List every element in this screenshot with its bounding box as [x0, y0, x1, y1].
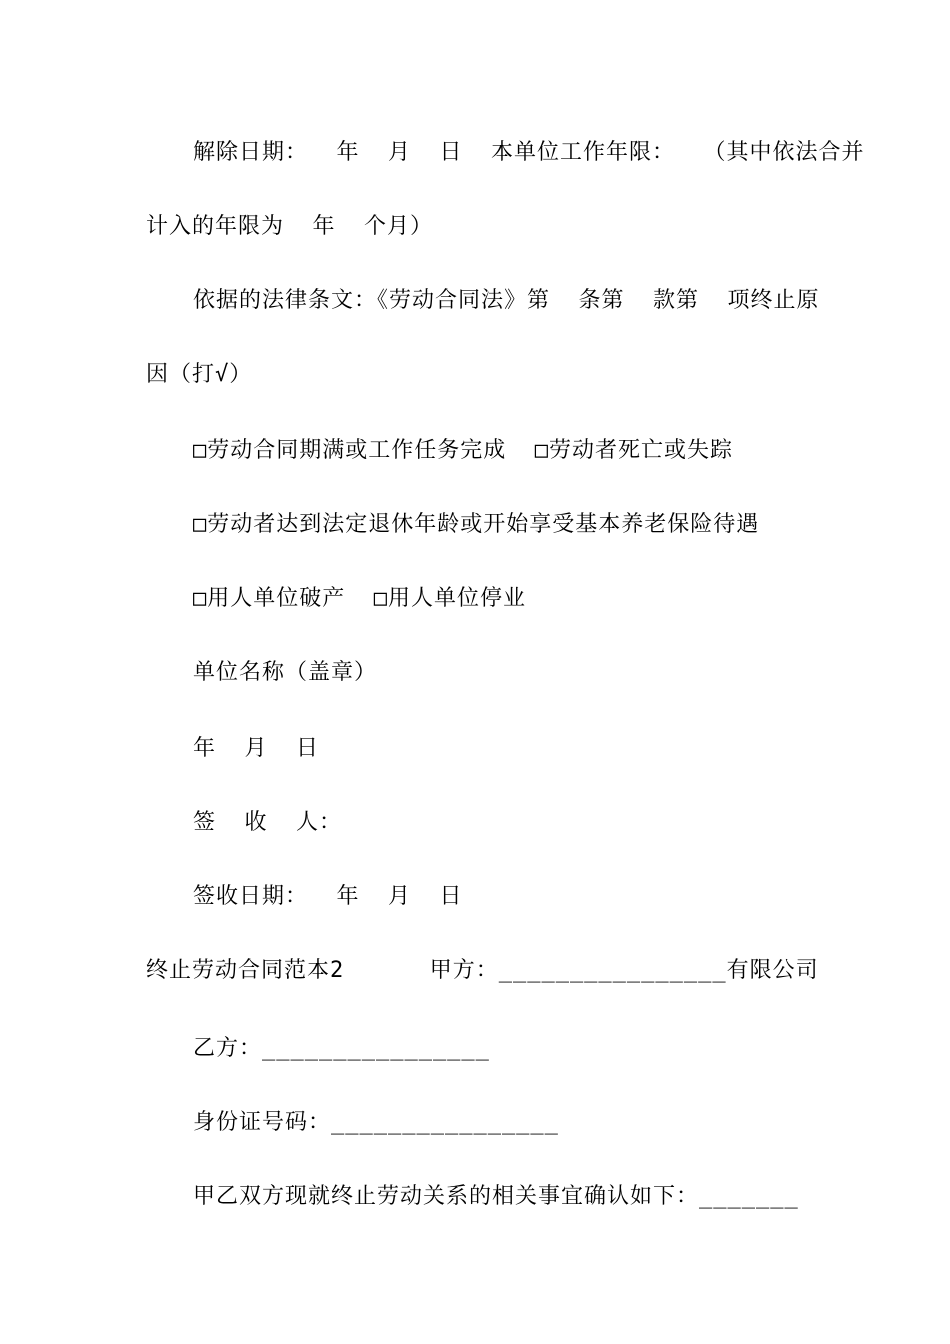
reason-options-2: □劳动者达到法定退休年龄或开始享受基本养老保险待遇 — [193, 512, 760, 537]
template-2-party-a-line: 终止劳动合同范本2 甲方：________________有限公司 — [146, 958, 819, 983]
termination-date-line: 解除日期： 年 月 日 本单位工作年限： （其中依法合并 — [193, 140, 865, 165]
date-line: 年 月 日 — [193, 736, 319, 761]
party-b-line: 乙方：________________ — [193, 1036, 490, 1061]
unit-name-seal-line: 单位名称（盖章） — [193, 660, 378, 685]
reason-options-3: □用人单位破产 □用人单位停业 — [193, 586, 526, 611]
id-number-line: 身份证号码：________________ — [193, 1110, 559, 1135]
confirmation-line: 甲乙双方现就终止劳动关系的相关事宜确认如下：_______ — [193, 1184, 799, 1209]
years-counted-line: 计入的年限为 年 个月） — [146, 214, 433, 239]
legal-basis-line: 依据的法律条文：《劳动合同法》第 条第 款第 项终止原 — [193, 288, 820, 313]
reason-label-line: 因（打√） — [146, 362, 253, 387]
reason-options-1: □劳动合同期满或工作任务完成 □劳动者死亡或失踪 — [193, 438, 733, 463]
receipt-date-line: 签收日期： 年 月 日 — [193, 884, 463, 909]
recipient-line: 签 收 人： — [193, 810, 342, 835]
